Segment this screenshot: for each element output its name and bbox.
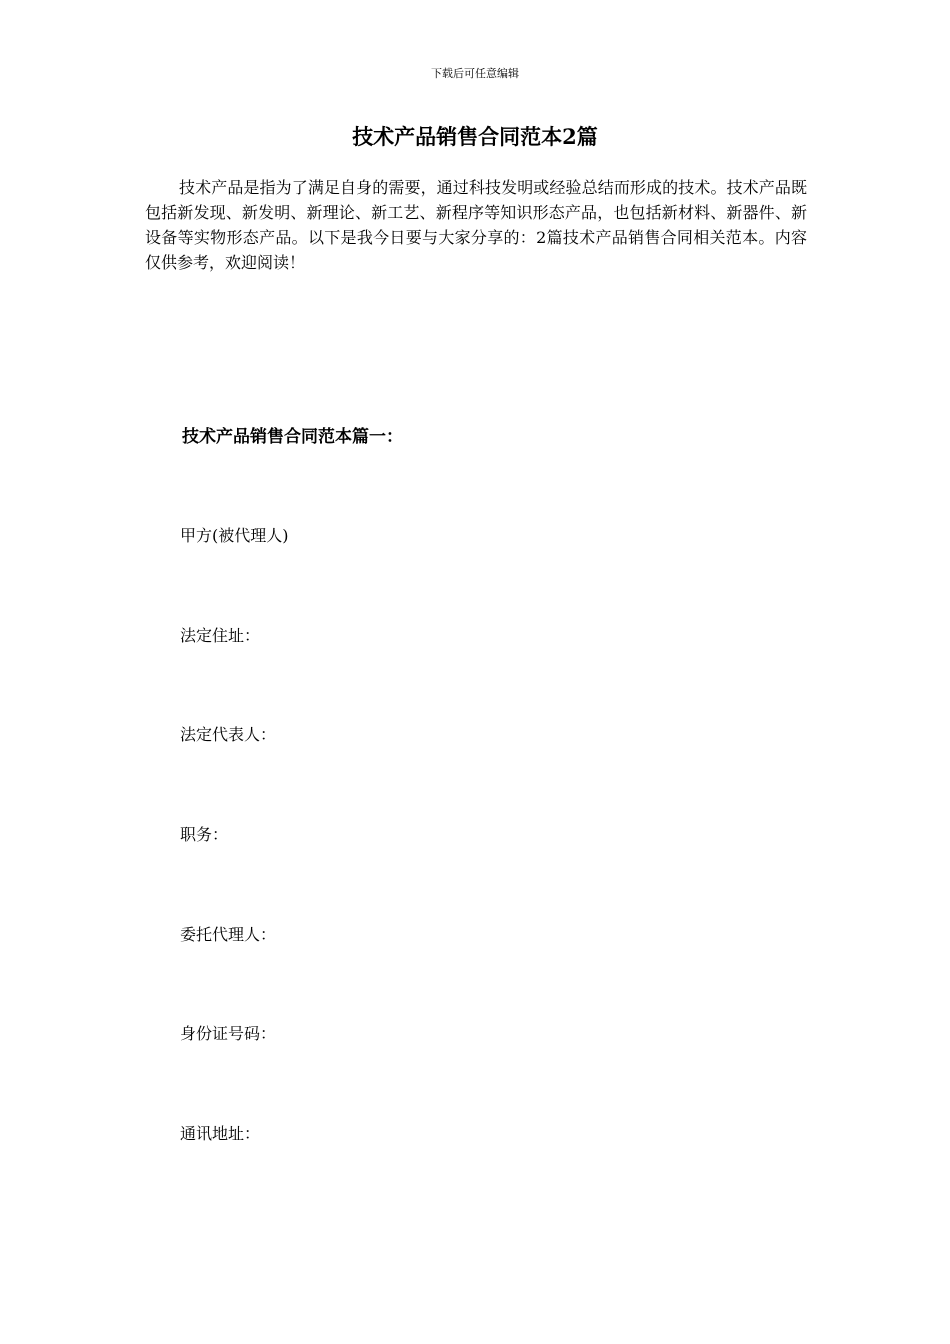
section-heading: 技术产品销售合同范本篇一： — [182, 427, 403, 447]
intro-paragraph: 技术产品是指为了满足自身的需要，通过科技发明或经验总结而形成的技术。技术产品既包括新发现、新发明、新理论、新工艺、新程序等知识形态产品，也包括新材料、新器件、新设备等实物形态产品。以下是我今日要与大家分享的：2篇技术产品销售合同相关范本。内容仅供参考，欢迎阅读！ — [145, 178, 807, 272]
party-a-label: 甲方(被代理人) — [180, 526, 289, 545]
legal-address-label: 法定住址： — [180, 626, 261, 645]
authorized-agent-label: 委托代理人： — [180, 925, 277, 944]
id-number-label: 身份证号码： — [180, 1024, 277, 1043]
header-note: 下载后可任意编辑 — [431, 67, 519, 80]
legal-representative-label: 法定代表人： — [180, 725, 277, 744]
position-label: 职务： — [180, 825, 229, 844]
mailing-address-label: 通讯地址： — [180, 1124, 261, 1143]
document-title: 技术产品销售合同范本2篇 — [352, 124, 598, 149]
